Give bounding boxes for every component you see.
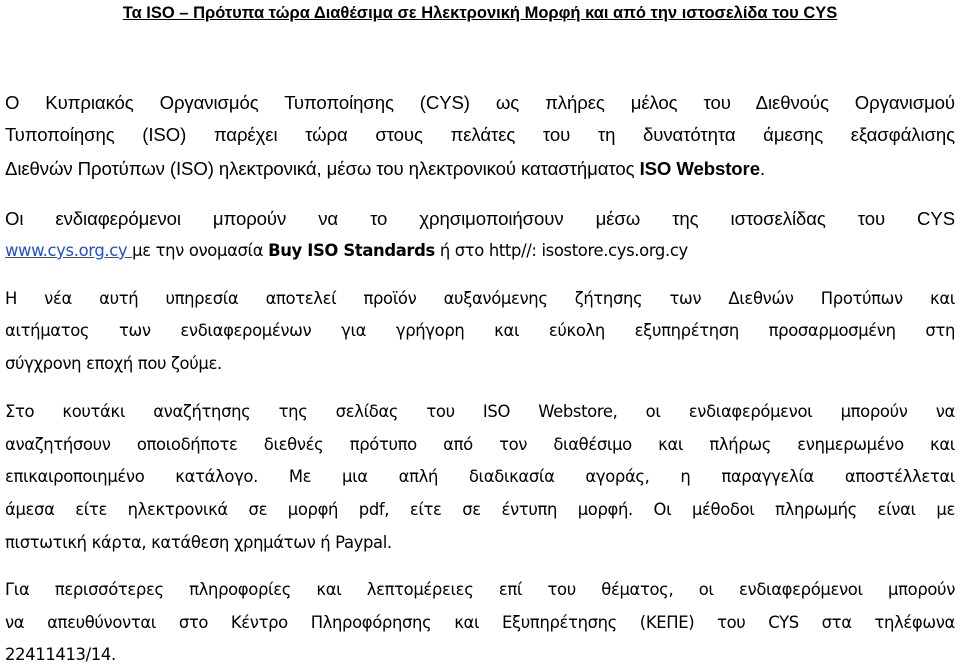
iso-webstore-bold: ISO Webstore [639, 158, 760, 179]
paragraph-4-line-2: αναζητήσουν οποιοδήποτε διεθνές πρότυπο από τον διαθέσιμο και πλήρως ενημερωμένο και [5, 435, 955, 454]
paragraph-2-mid: με την ονομασία [132, 241, 269, 260]
paragraph-3-line-1: Η νέα αυτή υπηρεσία αποτελεί προϊόν αυξανόμενης ζήτησης των Διεθνών Προτύπων και [5, 289, 955, 308]
paragraph-2-line-2 [5, 238, 955, 264]
paragraph-4-line-4: άμεσα είτε ηλεκτρονικά σε μορφή pdf, είτε σε έντυπη μορφή. Οι μέθοδοι πληρωμής είναι με [5, 500, 955, 519]
paragraph-4-line-5: πιστωτική κάρτα, κατάθεση χρημάτων ή Paypal. [5, 533, 392, 552]
paragraph-1-line-3 [5, 156, 955, 182]
paragraph-3-line-2: αιτήματος των ενδιαφερομένων για γρήγορη και εύκολη εξυπηρέτηση προσαρμοσμένη στη [5, 321, 955, 340]
paragraph-5-line-2: να απευθύνονται στο Κέντρο Πληροφόρησης και Εξυπηρέτησης (ΚΕΠΕ) του CYS στα τηλέφωνα [5, 613, 955, 632]
page-title: Τα ISO – Πρότυπα τώρα Διαθέσιμα σε Ηλεκτρονική Μορφή και από την ιστοσελίδα του CYS [122, 4, 838, 22]
paragraph-1-line-2: Τυποποίησης (ISO) παρέχει τώρα στους πελάτες του τη δυνατότητα άμεσης εξασφάλισης [5, 124, 955, 145]
paragraph-1-line-1: Ο Κυπριακός Οργανισμός Τυποποίησης (CYS) ως πλήρες μέλος του Διεθνούς Οργανισμού [5, 92, 955, 113]
paragraph-4-line-1: Στο κουτάκι αναζήτησης της σελίδας του ISO Webstore, οι ενδιαφερόμενοι μπορούν να [5, 402, 955, 421]
paragraph-5-line-1: Για περισσότερες πληροφορίες και λεπτομέρειες επί του θέματος, οι ενδιαφερόμενοι μπορούν [5, 580, 955, 599]
cys-website-link[interactable]: www.cys.org.cy [5, 241, 133, 260]
paragraph-1-period: . [759, 158, 766, 179]
paragraph-5-line-3: 22411413/14. [5, 645, 116, 664]
paragraph-4-line-3: επικαιροποιημένο κατάλογο. Με μια απλή διαδικασία αγοράς, η παραγγελία αποστέλλεται [5, 467, 955, 486]
paragraph-2-line-1: Οι ενδιαφερόμενοι μπορούν να το χρησιμοποιήσουν μέσω της ιστοσελίδας του CYS [5, 208, 955, 229]
paragraph-3-line-3: σύγχρονη εποχή που ζούμε. [5, 354, 222, 373]
paragraph-1-text: Διεθνών Προτύπων (ISO) ηλεκτρονικά, μέσω του ηλεκτρονικού καταστήματος [5, 158, 640, 179]
buy-iso-standards-bold: Buy ISO Standards [268, 241, 435, 260]
paragraph-2-post: ή στο http//: isostore.cys.org.cy [434, 241, 688, 260]
